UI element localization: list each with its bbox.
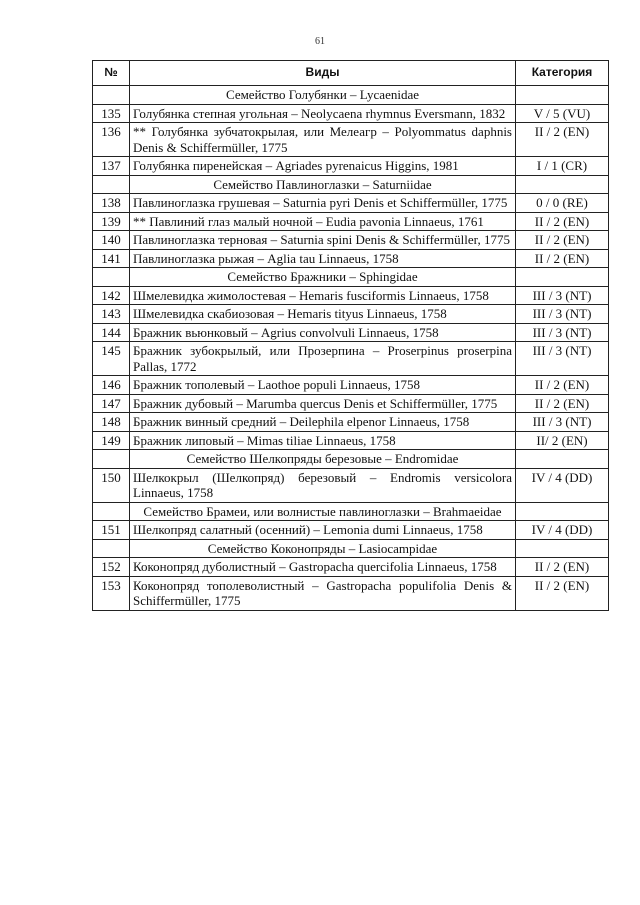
species-number: 151 xyxy=(93,521,130,540)
species-row xyxy=(93,413,609,432)
species-number: 152 xyxy=(93,558,130,577)
family-name: Семейство Шелкопряды березовые – Endromidae xyxy=(130,450,516,469)
species-category: II / 2 (EN) xyxy=(516,249,609,268)
species-category: II / 2 (EN) xyxy=(516,576,609,610)
species-name: Бражник зубокрылый, или Прозерпина – Proserpinus proserpina Pallas, 1772 xyxy=(130,342,516,376)
species-row xyxy=(93,323,609,342)
species-category: I / 1 (CR) xyxy=(516,157,609,176)
species-number: 138 xyxy=(93,194,130,213)
species-category: II / 2 (EN) xyxy=(516,231,609,250)
species-name: Голубянка степная угольная – Neolycaena rhymnus Eversmann, 1832 xyxy=(130,104,516,123)
species-row xyxy=(93,212,609,231)
family-number-cell xyxy=(93,502,130,521)
family-name: Семейство Брамеи, или волнистые павлиноглазки – Brahmaeidae xyxy=(130,502,516,521)
species-number: 144 xyxy=(93,323,130,342)
species-name: Бражник тополевый – Laothoe populi Linnaeus, 1758 xyxy=(130,376,516,395)
species-name: Шелкокрыл (Шелкопряд) березовый – Endromis versicolora Linnaeus, 1758 xyxy=(130,468,516,502)
species-name: Бражник липовый – Mimas tiliae Linnaeus, 1758 xyxy=(130,431,516,450)
family-category-cell xyxy=(516,539,609,558)
family-name: Семейство Павлиноглазки – Saturniidae xyxy=(130,175,516,194)
red-book-species-table xyxy=(92,60,609,611)
species-name: Шмелевидка скабиозовая – Hemaris tityus Linnaeus, 1758 xyxy=(130,305,516,324)
family-row xyxy=(93,86,609,105)
header-number: № xyxy=(93,61,130,86)
species-row xyxy=(93,431,609,450)
species-row xyxy=(93,468,609,502)
species-row xyxy=(93,558,609,577)
family-number-cell xyxy=(93,175,130,194)
family-number-cell xyxy=(93,539,130,558)
species-row xyxy=(93,376,609,395)
species-number: 146 xyxy=(93,376,130,395)
species-number: 140 xyxy=(93,231,130,250)
species-name: Коконопряд дуболистный – Gastropacha quercifolia Linnaeus, 1758 xyxy=(130,558,516,577)
family-category-cell xyxy=(516,450,609,469)
family-row xyxy=(93,175,609,194)
species-category: IV / 4 (DD) xyxy=(516,468,609,502)
species-name: Павлиноглазка рыжая – Aglia tau Linnaeus, 1758 xyxy=(130,249,516,268)
family-number-cell xyxy=(93,268,130,287)
species-category: III / 3 (NT) xyxy=(516,286,609,305)
species-name: Голубянка пиренейская – Agriades pyrenaicus Higgins, 1981 xyxy=(130,157,516,176)
family-category-cell xyxy=(516,268,609,287)
species-number: 141 xyxy=(93,249,130,268)
family-row xyxy=(93,539,609,558)
species-number: 135 xyxy=(93,104,130,123)
family-category-cell xyxy=(516,175,609,194)
family-name: Семейство Коконопряды – Lasiocampidae xyxy=(130,539,516,558)
species-number: 148 xyxy=(93,413,130,432)
page-number: 61 xyxy=(315,36,325,47)
species-row xyxy=(93,194,609,213)
species-category: III / 3 (NT) xyxy=(516,413,609,432)
species-name: Бражник вьюнковый – Agrius convolvuli Linnaeus, 1758 xyxy=(130,323,516,342)
species-row xyxy=(93,576,609,610)
species-category: II/ 2 (EN) xyxy=(516,431,609,450)
species-number: 150 xyxy=(93,468,130,502)
family-row xyxy=(93,268,609,287)
species-row xyxy=(93,394,609,413)
species-number: 139 xyxy=(93,212,130,231)
family-row xyxy=(93,450,609,469)
header-category: Категория xyxy=(516,61,609,86)
species-category: IV / 4 (DD) xyxy=(516,521,609,540)
header-species: Виды xyxy=(130,61,516,86)
species-category: II / 2 (EN) xyxy=(516,558,609,577)
species-name: Коконопряд тополеволистный – Gastropacha populifolia Denis & Schiffermüller, 1775 xyxy=(130,576,516,610)
family-name: Семейство Бражники – Sphingidae xyxy=(130,268,516,287)
species-number: 143 xyxy=(93,305,130,324)
family-category-cell xyxy=(516,502,609,521)
species-row xyxy=(93,342,609,376)
species-row xyxy=(93,286,609,305)
species-name: Бражник винный средний – Deilephila elpenor Linnaeus, 1758 xyxy=(130,413,516,432)
species-name: ** Павлиний глаз малый ночной – Eudia pavonia Linnaeus, 1761 xyxy=(130,212,516,231)
species-category: III / 3 (NT) xyxy=(516,305,609,324)
family-category-cell xyxy=(516,86,609,105)
species-row xyxy=(93,123,609,157)
species-category: III / 3 (NT) xyxy=(516,323,609,342)
table-header-row xyxy=(93,61,609,86)
species-number: 142 xyxy=(93,286,130,305)
species-row xyxy=(93,305,609,324)
table-body xyxy=(93,86,609,611)
species-row xyxy=(93,104,609,123)
species-name: Бражник дубовый – Marumba quercus Denis et Schiffermüller, 1775 xyxy=(130,394,516,413)
species-category: II / 2 (EN) xyxy=(516,376,609,395)
species-row xyxy=(93,157,609,176)
family-number-cell xyxy=(93,86,130,105)
species-category: 0 / 0 (RE) xyxy=(516,194,609,213)
family-row xyxy=(93,502,609,521)
species-category: II / 2 (EN) xyxy=(516,394,609,413)
species-row xyxy=(93,249,609,268)
species-name: Шмелевидка жимолостевая – Hemaris fusciformis Linnaeus, 1758 xyxy=(130,286,516,305)
species-category: II / 2 (EN) xyxy=(516,123,609,157)
species-number: 145 xyxy=(93,342,130,376)
species-category: II / 2 (EN) xyxy=(516,212,609,231)
species-number: 153 xyxy=(93,576,130,610)
family-number-cell xyxy=(93,450,130,469)
family-name: Семейство Голубянки – Lycaenidae xyxy=(130,86,516,105)
species-number: 147 xyxy=(93,394,130,413)
species-category: V / 5 (VU) xyxy=(516,104,609,123)
species-category: III / 3 (NT) xyxy=(516,342,609,376)
species-row xyxy=(93,521,609,540)
species-name: Шелкопряд салатный (осенний) – Lemonia dumi Linnaeus, 1758 xyxy=(130,521,516,540)
species-number: 137 xyxy=(93,157,130,176)
species-name: ** Голубянка зубчатокрылая, или Мелеагр – Polyommatus daphnis Denis & Schiffermüller, 1775 xyxy=(130,123,516,157)
species-name: Павлиноглазка грушевая – Saturnia pyri Denis et Schiffermüller, 1775 xyxy=(130,194,516,213)
species-name: Павлиноглазка терновая – Saturnia spini Denis & Schiffermüller, 1775 xyxy=(130,231,516,250)
species-number: 136 xyxy=(93,123,130,157)
species-number: 149 xyxy=(93,431,130,450)
species-row xyxy=(93,231,609,250)
